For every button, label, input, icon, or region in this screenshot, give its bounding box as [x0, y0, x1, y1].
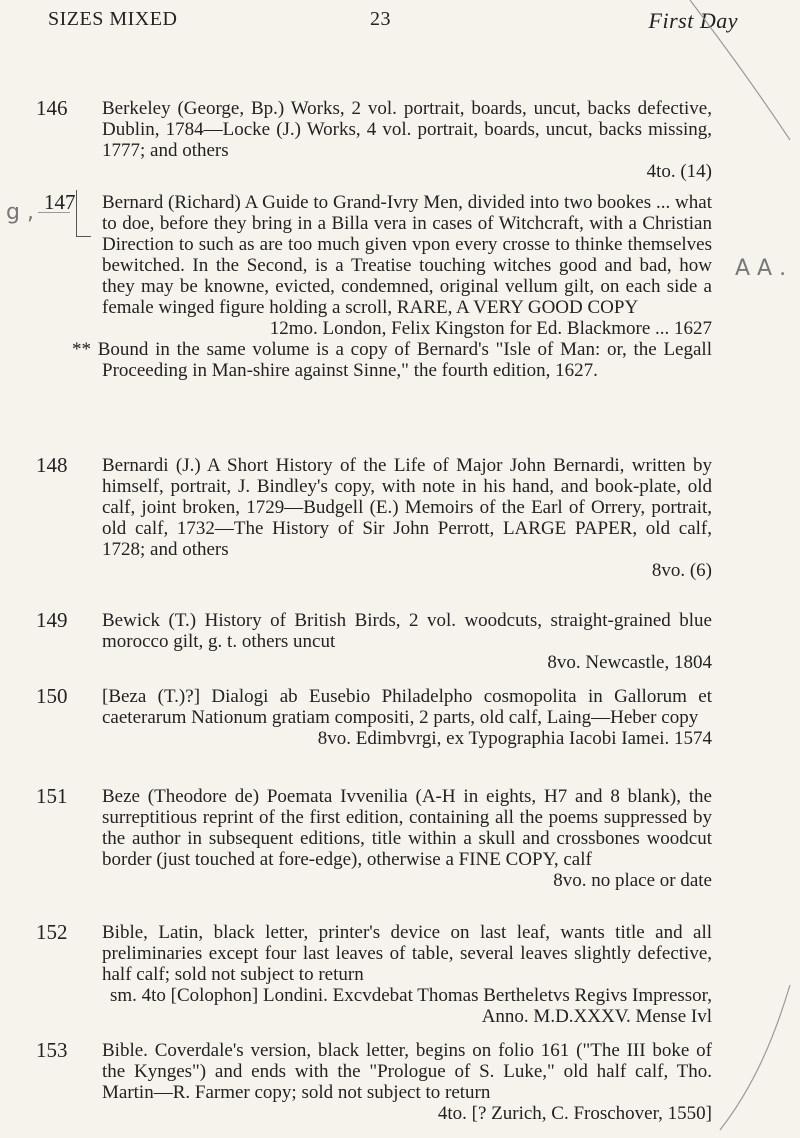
entry-text: Bewick (T.) History of British Birds, 2 vol. woodcuts, straight-grained blue morocco gilt, g. t. others uncut [102, 610, 712, 652]
entry-text: Bible. Coverdale's version, black letter, begins on folio 161 ("The III boke of the Kynges") and ends with the "Prologue of S. Luke," old half calf, Tho. Martin—R. Farmer copy; sold not subject to return [102, 1040, 712, 1103]
entry-description [102, 922, 712, 1027]
entry-format: 4to. [? Zurich, C. Froschover, 1550] [437, 1103, 712, 1124]
entry-description [102, 98, 712, 182]
entry-note: ** Bound in the same volume is a copy of Bernard's "Isle of Man: or, the Legall Proceeding in Man-shire against Sinne," the fourth edition, 1627. [72, 339, 712, 381]
entry-description [72, 192, 712, 381]
entry-text: Bible, Latin, black letter, printer's device on last leaf, wants title and all preliminaries except four last leaves of table, several leaves slightly defective, half calf; sold not subject to return [102, 922, 712, 985]
entry-description [102, 786, 712, 891]
entry-text: Berkeley (George, Bp.) Works, 2 vol. portrait, boards, uncut, backs defective, Dublin, 1784—Locke (J.) Works, 4 vol. portrait, boards, uncut, backs missing, 1777; and others [102, 98, 712, 161]
entry-format: 8vo. (6) [651, 560, 712, 581]
lot-number: 152 [36, 920, 68, 944]
lot-number: 146 [36, 96, 68, 120]
entry-format: sm. 4to [Colophon] Londini. Excvdebat Thomas Bertheletvs Regivs Impressor, Anno. M.D.XXXV. Mense Ivl [109, 985, 712, 1027]
entry-description [102, 686, 712, 749]
entry-text: Beze (Theodore de) Poemata Ivvenilia (A-H in eights, H7 and 8 blank), the surreptitious reprint of the first edition, containing all the poems suppressed by the author in subsequent editions, title within a skull and crossbones woodcut border (just touched at fore-edge), otherwise a FINE COPY, calf [102, 786, 712, 870]
page-number: 23 [370, 8, 391, 30]
entry-text: Bernard (Richard) A Guide to Grand-Ivry Men, divided into two bookes ... what to doe, before they bring in a Billa vera in cases of Witchcraft, with a Christian Direction to such as are too much given vpon every crosse to thinke themselves bewitched. In the Second, is a Treatise touching witches good and bad, how they may be knowne, evicted, condemned, original vellum gilt, on each side a female winged figure holding a scroll, RARE, A VERY GOOD COPY [102, 192, 712, 318]
lot-number: 149 [36, 608, 68, 632]
entry-description [102, 1040, 712, 1124]
lot-number: 151 [36, 784, 68, 808]
pencil-curve-bottom-right [715, 985, 795, 1135]
pencil-mark-right: A A . [735, 256, 787, 281]
running-head-left: SIZES MIXED [48, 8, 178, 30]
entry-text: [Beza (T.)?] Dialogi ab Eusebio Philadelpho cosmopolita in Gallorum et caeterarum Nationum gratiam compositi, 2 parts, old calf, Laing—Heber copy [102, 686, 712, 728]
page-header [48, 8, 738, 32]
lot-number: 148 [36, 453, 68, 477]
lot-number: 150 [36, 684, 68, 708]
entry-format: 8vo. Edimbvrgi, ex Typographia Iacobi Iamei. 1574 [317, 728, 712, 749]
entry-description [102, 610, 712, 673]
lot-number: 153 [36, 1038, 68, 1062]
entry-format: 8vo. no place or date [553, 870, 712, 891]
entry-text: Bernardi (J.) A Short History of the Life of Major John Bernardi, written by himself, portrait, J. Bindley's copy, with note in his hand, and book-plate, old calf, joint broken, 1729—Budgell (E.) Memoirs of the Earl of Orrery, portrait, old calf, 1732—The History of Sir John Perrott, LARGE PAPER, old calf, 1728; and others [102, 455, 712, 560]
pencil-mark-left: g , [6, 200, 34, 225]
entry-description [102, 455, 712, 581]
lot-number: 147 [44, 190, 76, 214]
entry-format: 12mo. London, Felix Kingston for Ed. Blackmore ... 1627 [269, 318, 712, 339]
entry-format: 4to. (14) [646, 161, 712, 182]
running-head-right: First Day [648, 8, 738, 33]
entry-format: 8vo. Newcastle, 1804 [547, 652, 712, 673]
